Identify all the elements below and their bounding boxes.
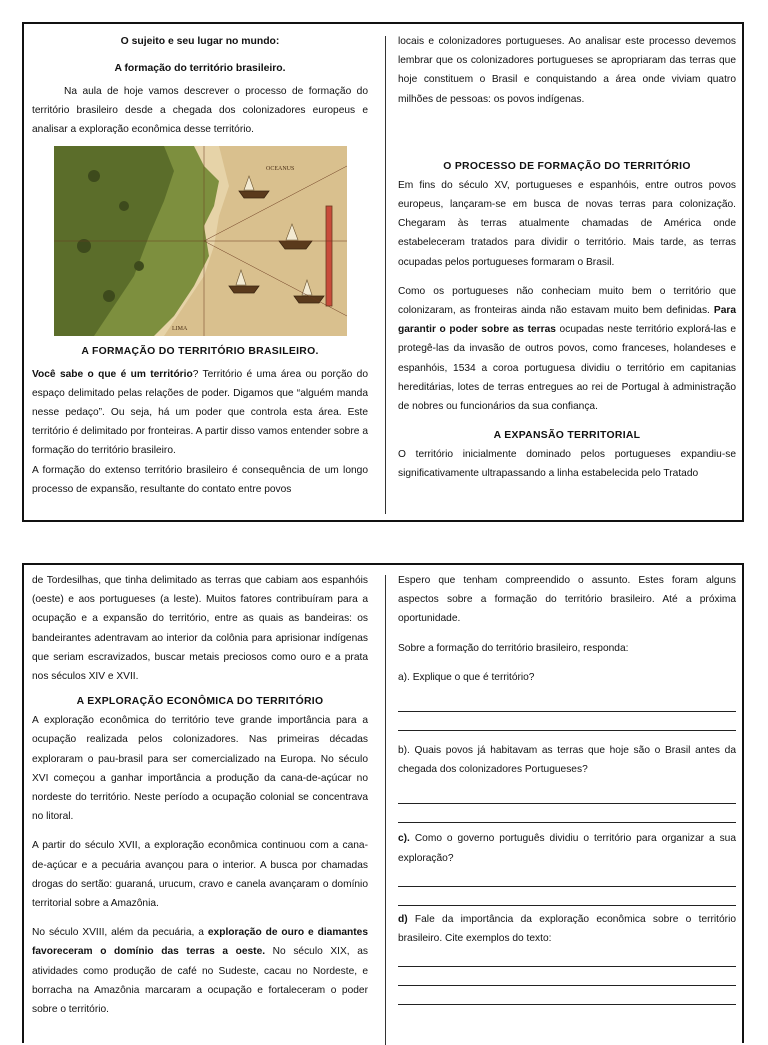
worksheet-page-2 [22,563,744,1043]
exploracao-paragraph-1: A exploração econômica do território teve grande importância para a ocupação realizada pelos colonizadores. Nas primeiras décadas exploraram o pau-brasil para ser comercializado na Europa. No século XVI começou a ganhar importância a produção da cana-de-açúcar no nordeste do território. Neste período a ocupação colonial se concentrava no litoral. [32,715,368,823]
question-b: b). Quais povos já habitavam as terras que hoje são o Brasil antes da chegada dos colonizadores Portugueses? [398,745,736,776]
page2-right-column [398,571,736,1005]
question-c-label: c). [398,833,410,845]
section-title-expansao: A EXPANSÃO TERRITORIAL [493,430,641,442]
tordesilhas-paragraph: de Tordesilhas, que tinha delimitado as terras que cabiam aos espanhóis (oeste) e aos portugueses (a leste). Muitos fatores contribuíram para a ocupação e a expansão do território, entre as quais as bandeiras: os bandeirantes adentravam ao interior da colônia para aprisionar indígenas que seriam escravizados, buscar metais preciosos como ouro e a prata nos séculos XIV e XVII. [32,575,368,683]
page2-left-column [32,571,368,1019]
processo-paragraph-1: Em fins do século XV, portugueses e espanhóis, entre outros povos europeus, lançaram-se em busca de novas terras para colonização. Chegaram às terras atualmente chamadas de América onde estabeleceram tratados para dividir o território. Mais tarde, as terras ocupadas pelos portugueses formaram o Brasil. [398,179,736,268]
exploracao-paragraph-3 [32,923,368,1019]
question-d [398,910,736,948]
answer-line-b2[interactable] [398,804,736,823]
colonizers-paragraph: locais e colonizadores portugueses. Ao analisar este processo devemos lembrar que os colonizadores portugueses se apropriaram das terras que hoje constituem o Brasil e conquistando a área onde viviam quatro milhões de pessoas: os povos indígenas. [398,36,736,105]
answer-line-c1[interactable] [398,868,736,887]
territory-definition-text: ? Território é uma área ou porção do espaço delimitado pelas relações de poder. Digamos que “alguém manda nesse pedaço”. Ou seja, há um poder que controla esta área. Este território é delimitado por fronteiras. A partir disso vamos entender sobre a formação do território brasileiro. [32,368,369,457]
processo-text-bold: Para garantir o poder sobre as terras [398,305,736,336]
territory-question-bold: Você sabe o que é um território [32,368,193,380]
answer-line-d2[interactable] [398,967,736,986]
page1-left-column [32,32,368,499]
processo-text-a: Como os portugueses não conheciam muito bem o território que colonizaram, as fronteiras ainda não estavam muito bem definidas. [398,285,736,317]
column-divider [385,36,386,514]
column-divider [385,575,386,1045]
exploracao-text-a: No século XVIII, além da pecuária, a [32,927,208,939]
worksheet-title: O sujeito e seu lugar no mundo: [120,36,280,47]
answer-line-d3[interactable] [398,986,736,1005]
closing-paragraph: Espero que tenham compreendido o assunto. Estes foram alguns aspectos sobre a formação do território brasileiro. Até a próxima oportunidade. [398,575,736,625]
section-title-processo: O PROCESSO DE FORMAÇÃO DO TERRITÓRIO [443,160,691,172]
question-a: a). Explique o que é território? [398,671,535,683]
expansion-intro-paragraph: A formação do extenso território brasileiro é consequência de um longo processo de expansão, resultante do contato entre povos [32,464,368,495]
intro-paragraph: Na aula de hoje vamos descrever o processo de formação do território brasileiro desde a chegada dos colonizadores europeus e analisar a exploração econômica desse território. [32,86,368,136]
answer-line-a1[interactable] [398,693,736,712]
processo-paragraph-2 [398,282,736,416]
exploracao-text-bold: exploração de ouro e diamantes favoreceram o domínio das terras a oeste. [32,927,368,958]
map-label-lima: LIMA [171,325,187,332]
answer-line-b1[interactable] [398,785,736,804]
question-c [398,829,736,867]
answer-line-c2[interactable] [398,887,736,906]
answer-line-d1[interactable] [398,948,736,967]
page1-right-column [398,32,736,484]
worksheet-page-1 [22,22,744,522]
worksheet-subtitle: A formação do território brasileiro. [114,63,286,74]
historical-map-image [54,146,347,336]
question-d-text: Fale da importância da exploração econômica sobre o território brasileiro. Cite exemplos do texto: [398,913,736,945]
section-title-exploracao: A EXPLORAÇÃO ECONÔMICA DO TERRITÓRIO [76,696,324,708]
processo-text-b: ocupadas neste território explorá-las e protegê-las da invasão de outros povos, como franceses, holandeses e espanhóis, 1534 a coroa portuguesa dividiu o território em capitanias hereditárias, lotes de terras entregues ao rei de Portugal à administração de nobres ou funcionários da sua confiança. [398,324,736,413]
exploracao-text-b: No século XIX, as atividades como produção de café no Sudeste, cacau no Nordeste, e borracha na Amazônia marcaram a ocupação e fortaleceram o poder sobre o território. [32,946,368,1016]
expansao-paragraph: O território inicialmente dominado pelos portugueses expandiu-se significativamente ultrapassando a linha estabelecida pelo Tratado [398,449,736,480]
section-title-formacao: A FORMAÇÃO DO TERRITÓRIO BRASILEIRO. [81,345,319,357]
answer-line-a2[interactable] [398,712,736,731]
question-d-label: d) [398,913,408,925]
historical-map-illustration [54,146,347,336]
exploracao-paragraph-2: A partir do século XVII, a exploração econômica continuou com a cana-de-açúcar e a pecuária avançou para o interior. A busca por chamadas drogas do sertão: guaraná, urucum, cravo e canela avançaram o domínio territorial sobre a Amazônia. [32,840,368,910]
territory-definition-paragraph [32,365,368,461]
question-c-text: Como o governo português dividiu o território para organizar a sua exploração? [398,833,736,864]
questions-instruction: Sobre a formação do território brasileiro, responda: [398,642,629,654]
map-label-oceanus: OCEANUS [265,165,294,172]
